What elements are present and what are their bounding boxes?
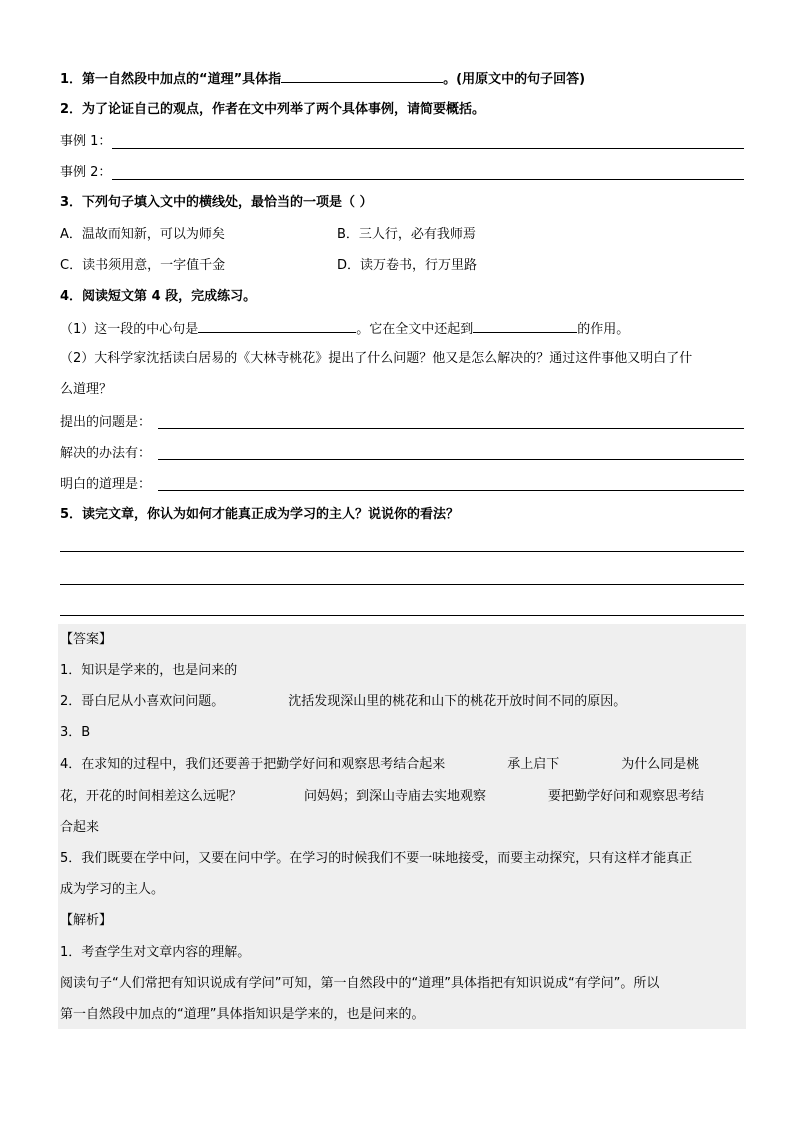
solved-label: 解决的办法有： <box>60 446 152 461</box>
answer-2-part-2: 沈括发现深山里的桃花和山下的桃花开放时间不同的原因。 <box>288 694 627 709</box>
answers-heading: 【答案】 <box>60 632 113 647</box>
sub-1-middle: 。它在全文中还起到 <box>356 322 474 337</box>
answer-1: 1．知识是学来的，也是问来的 <box>60 663 238 678</box>
answer-4-part-6: 要把勤学好问和观察思考结 <box>548 789 705 804</box>
solved-answer-line[interactable] <box>158 459 744 460</box>
sub-1-suffix: 的作用。 <box>577 322 630 337</box>
analysis-line-1: 1．考查学生对文章内容的理解。 <box>60 945 251 960</box>
question-2: 2．为了论证自己的观点，作者在文中列举了两个具体事例，请简要概括。 <box>60 102 486 117</box>
option-c[interactable]: C．读书须用意，一字值千金 <box>60 258 226 273</box>
learned-label: 明白的道理是： <box>60 477 152 492</box>
analysis-line-3: 第一自然段中加点的“道理”具体指知识是学来的，也是问来的。 <box>60 1007 425 1022</box>
asked-label: 提出的问题是： <box>60 415 152 430</box>
answer-5-line-1: 5．我们既要在学中问，又要在问中学。在学习的时候我们不要一味地接受，而要主动探究，只有这样才能真正 <box>60 851 693 866</box>
answer-4-part-3: 为什么同是桃 <box>621 757 700 772</box>
answer-panel <box>58 624 746 1029</box>
learned-answer-line[interactable] <box>158 490 744 491</box>
answer-4-part-1: 4．在求知的过程中，我们还要善于把勤学好问和观察思考结合起来 <box>60 757 446 772</box>
question-1-suffix: 。(用原文中的句子回答) <box>443 72 586 87</box>
example-2-answer-line[interactable] <box>112 179 744 180</box>
example-1-label: 事例 1： <box>60 134 112 149</box>
asked-answer-line[interactable] <box>158 428 744 429</box>
example-2-label: 事例 2： <box>60 165 112 180</box>
central-sentence-blank[interactable] <box>198 318 356 333</box>
answer-5-line-2: 成为学习的主人。 <box>60 882 165 897</box>
question-1-prefix: 1．第一自然段中加点的“道理”具体指 <box>60 72 282 87</box>
answer-4-line-3: 合起来 <box>60 820 100 835</box>
answer-2-part-1: 2．哥白尼从小喜欢问问题。 <box>60 694 225 709</box>
q5-answer-line-3[interactable] <box>60 615 744 616</box>
option-a[interactable]: A．温故而知新，可以为师矣 <box>60 227 225 242</box>
answer-4-part-5: 问妈妈；到深山寺庙去实地观察 <box>304 789 487 804</box>
question-3: 3．下列句子填入文中的横线处，最恰当的一项是（ ） <box>60 195 373 210</box>
analysis-line-2: 阅读句子“人们常把有知识说成有学问”可知，第一自然段中的“道理”具体指把有知识说成“有学问”。所以 <box>60 976 660 991</box>
option-b[interactable]: B．三人行，必有我师焉 <box>337 227 476 242</box>
question-4-sub-2-line-1: （2）大科学家沈括读白居易的《大林寺桃花》提出了什么问题？他又是怎么解决的？通过这件事他又明白了什 <box>60 351 693 366</box>
q5-answer-line-1[interactable] <box>60 551 744 552</box>
answer-2 <box>60 692 626 712</box>
question-4: 4．阅读短文第 4 段，完成练习。 <box>60 289 257 304</box>
sub-1-prefix: （1）这一段的中心句是 <box>60 322 199 337</box>
analysis-heading: 【解析】 <box>60 913 113 928</box>
question-5: 5．读完文章，你认为如何才能真正成为学习的主人？说说你的看法？ <box>60 507 460 522</box>
example-1-answer-line[interactable] <box>112 148 744 149</box>
question-4-sub-1 <box>60 318 629 340</box>
question-1 <box>60 68 585 90</box>
option-d[interactable]: D．读万卷书，行万里路 <box>337 258 478 273</box>
answer-4-line-2 <box>60 787 704 807</box>
answer-4-line-1 <box>60 755 699 775</box>
answer-4-part-2: 承上启下 <box>507 757 560 772</box>
question-1-blank[interactable] <box>281 68 443 83</box>
answer-4-part-4: 花，开花的时间相差这么远呢？ <box>60 789 243 804</box>
answer-3: 3．B <box>60 725 91 740</box>
q5-answer-line-2[interactable] <box>60 584 744 585</box>
role-blank[interactable] <box>473 318 577 333</box>
question-4-sub-2-line-2: 么道理？ <box>60 382 113 397</box>
